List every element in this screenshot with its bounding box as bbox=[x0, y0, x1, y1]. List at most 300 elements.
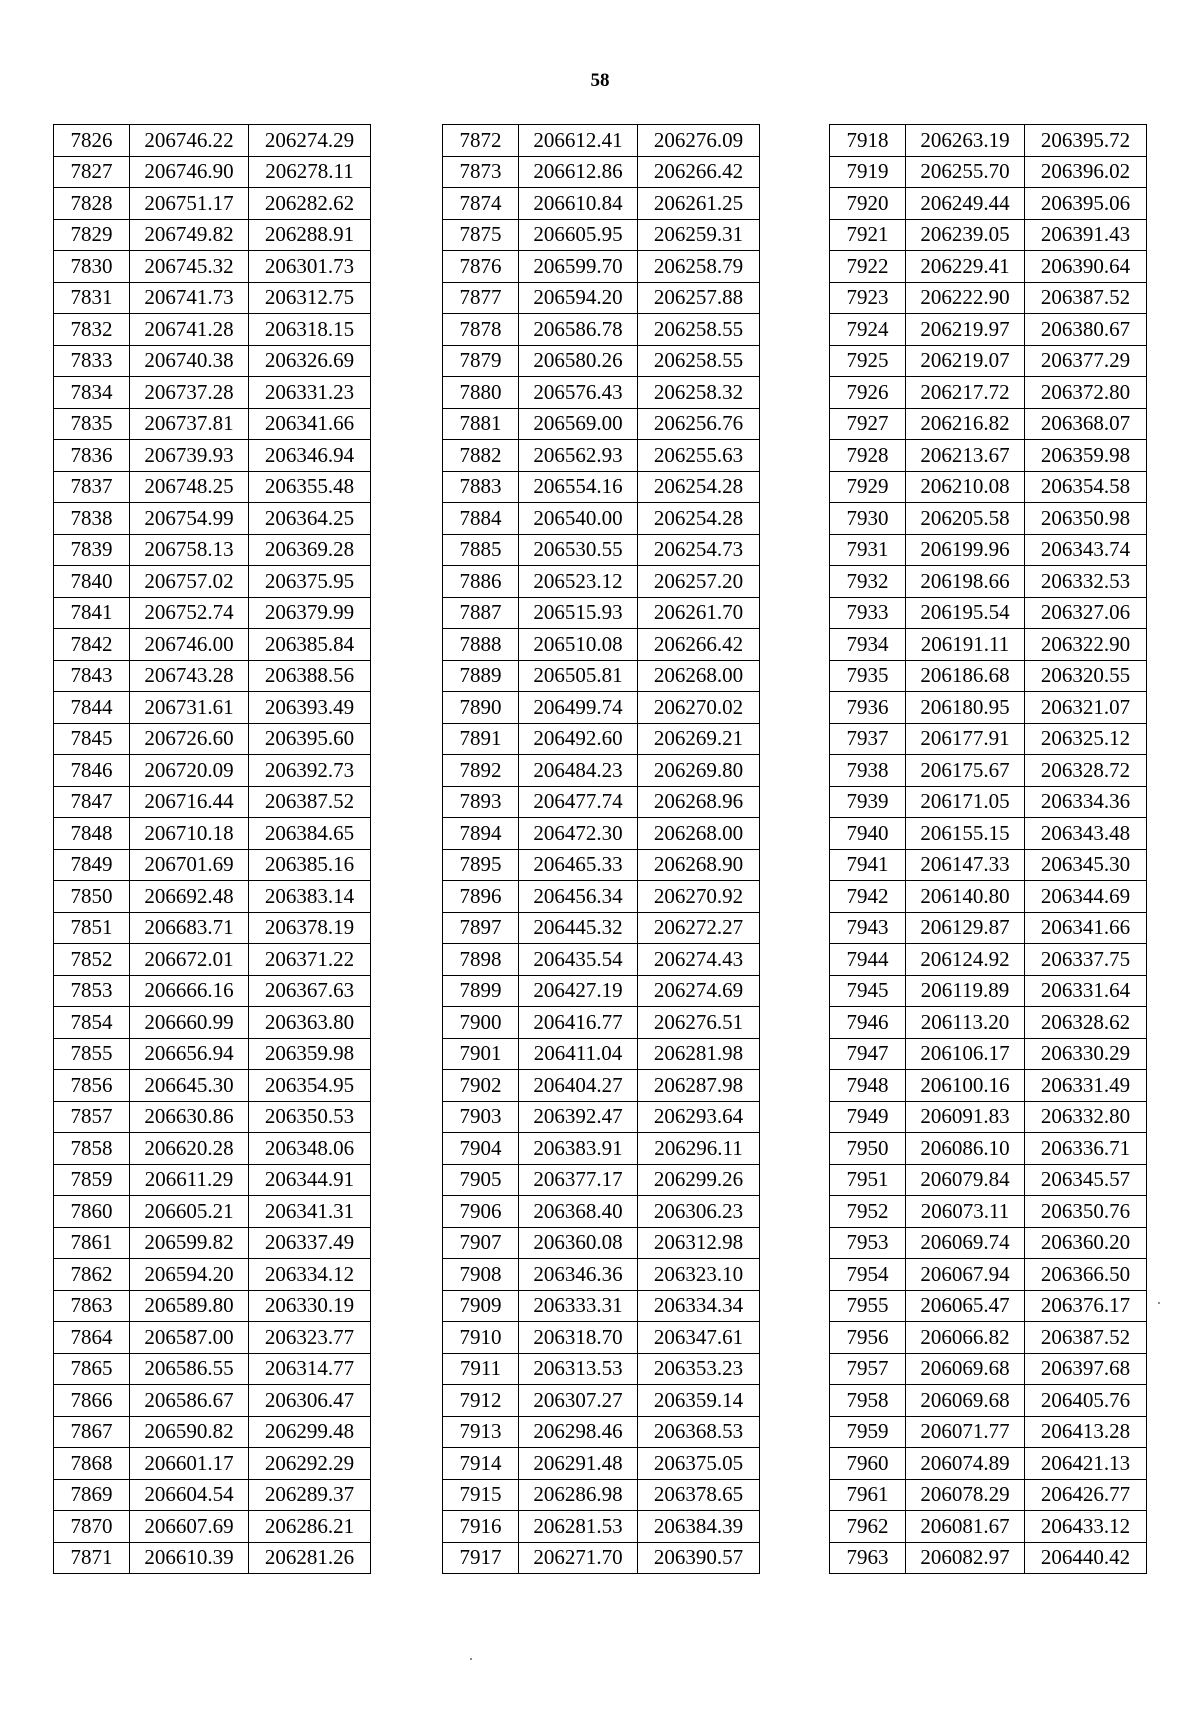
point-number-cell: 7949 bbox=[830, 1101, 906, 1133]
y-coordinate-cell: 206385.16 bbox=[249, 849, 371, 881]
table-row bbox=[54, 1259, 371, 1291]
y-coordinate-cell: 206396.02 bbox=[1025, 156, 1147, 188]
x-coordinate-cell: 206113.20 bbox=[906, 1007, 1025, 1039]
point-number-cell: 7852 bbox=[54, 944, 130, 976]
table-row bbox=[443, 1007, 760, 1039]
y-coordinate-cell: 206395.06 bbox=[1025, 188, 1147, 220]
point-number-cell: 7902 bbox=[443, 1070, 519, 1102]
table-row bbox=[443, 944, 760, 976]
y-coordinate-cell: 206276.09 bbox=[638, 125, 760, 157]
point-number-cell: 7962 bbox=[830, 1511, 906, 1543]
table-row bbox=[443, 1385, 760, 1417]
point-number-cell: 7945 bbox=[830, 975, 906, 1007]
table-row bbox=[830, 282, 1147, 314]
point-number-cell: 7838 bbox=[54, 503, 130, 535]
y-coordinate-cell: 206288.91 bbox=[249, 219, 371, 251]
table-row bbox=[830, 1322, 1147, 1354]
table-row bbox=[830, 188, 1147, 220]
table-row bbox=[54, 188, 371, 220]
point-number-cell: 7873 bbox=[443, 156, 519, 188]
point-number-cell: 7928 bbox=[830, 440, 906, 472]
x-coordinate-cell: 206082.97 bbox=[906, 1542, 1025, 1574]
y-coordinate-cell: 206363.80 bbox=[249, 1007, 371, 1039]
table-row bbox=[830, 1416, 1147, 1448]
point-number-cell: 7950 bbox=[830, 1133, 906, 1165]
y-coordinate-cell: 206274.69 bbox=[638, 975, 760, 1007]
y-coordinate-cell: 206255.63 bbox=[638, 440, 760, 472]
table-row bbox=[830, 1511, 1147, 1543]
point-number-cell: 7929 bbox=[830, 471, 906, 503]
table-row bbox=[54, 1448, 371, 1480]
y-coordinate-cell: 206350.98 bbox=[1025, 503, 1147, 535]
point-number-cell: 7886 bbox=[443, 566, 519, 598]
x-coordinate-cell: 206368.40 bbox=[519, 1196, 638, 1228]
point-number-cell: 7868 bbox=[54, 1448, 130, 1480]
y-coordinate-cell: 206440.42 bbox=[1025, 1542, 1147, 1574]
point-number-cell: 7939 bbox=[830, 786, 906, 818]
point-number-cell: 7907 bbox=[443, 1227, 519, 1259]
x-coordinate-cell: 206754.99 bbox=[130, 503, 249, 535]
y-coordinate-cell: 206421.13 bbox=[1025, 1448, 1147, 1480]
table-row bbox=[54, 912, 371, 944]
x-coordinate-cell: 206580.26 bbox=[519, 345, 638, 377]
table-row bbox=[54, 1290, 371, 1322]
point-number-cell: 7830 bbox=[54, 251, 130, 283]
x-coordinate-cell: 206576.43 bbox=[519, 377, 638, 409]
x-coordinate-cell: 206610.39 bbox=[130, 1542, 249, 1574]
x-coordinate-cell: 206210.08 bbox=[906, 471, 1025, 503]
table-row bbox=[830, 660, 1147, 692]
y-coordinate-cell: 206274.43 bbox=[638, 944, 760, 976]
point-number-cell: 7890 bbox=[443, 692, 519, 724]
x-coordinate-cell: 206219.97 bbox=[906, 314, 1025, 346]
table-row bbox=[54, 1164, 371, 1196]
table-row bbox=[443, 377, 760, 409]
table-row bbox=[443, 1511, 760, 1543]
y-coordinate-cell: 206321.07 bbox=[1025, 692, 1147, 724]
point-number-cell: 7874 bbox=[443, 188, 519, 220]
point-number-cell: 7878 bbox=[443, 314, 519, 346]
point-number-cell: 7859 bbox=[54, 1164, 130, 1196]
point-number-cell: 7826 bbox=[54, 125, 130, 157]
table-row bbox=[54, 377, 371, 409]
y-coordinate-cell: 206345.30 bbox=[1025, 849, 1147, 881]
x-coordinate-cell: 206739.93 bbox=[130, 440, 249, 472]
point-number-cell: 7930 bbox=[830, 503, 906, 535]
x-coordinate-cell: 206758.13 bbox=[130, 534, 249, 566]
point-number-cell: 7839 bbox=[54, 534, 130, 566]
table-row bbox=[443, 471, 760, 503]
x-coordinate-cell: 206746.00 bbox=[130, 629, 249, 661]
y-coordinate-cell: 206390.64 bbox=[1025, 251, 1147, 283]
point-number-cell: 7935 bbox=[830, 660, 906, 692]
y-coordinate-cell: 206301.73 bbox=[249, 251, 371, 283]
table-row bbox=[443, 1322, 760, 1354]
x-coordinate-cell: 206660.99 bbox=[130, 1007, 249, 1039]
x-coordinate-cell: 206612.41 bbox=[519, 125, 638, 157]
table-row bbox=[830, 1196, 1147, 1228]
point-number-cell: 7913 bbox=[443, 1416, 519, 1448]
x-coordinate-cell: 206472.30 bbox=[519, 818, 638, 850]
x-coordinate-cell: 206404.27 bbox=[519, 1070, 638, 1102]
point-number-cell: 7857 bbox=[54, 1101, 130, 1133]
y-coordinate-cell: 206372.80 bbox=[1025, 377, 1147, 409]
table-row bbox=[54, 692, 371, 724]
x-coordinate-cell: 206599.82 bbox=[130, 1227, 249, 1259]
x-coordinate-cell: 206740.38 bbox=[130, 345, 249, 377]
y-coordinate-cell: 206393.49 bbox=[249, 692, 371, 724]
table-row bbox=[443, 1038, 760, 1070]
table-row bbox=[830, 975, 1147, 1007]
x-coordinate-cell: 206492.60 bbox=[519, 723, 638, 755]
point-number-cell: 7944 bbox=[830, 944, 906, 976]
y-coordinate-cell: 206269.80 bbox=[638, 755, 760, 787]
table-row bbox=[443, 975, 760, 1007]
x-coordinate-cell: 206743.28 bbox=[130, 660, 249, 692]
y-coordinate-cell: 206269.21 bbox=[638, 723, 760, 755]
x-coordinate-cell: 206737.81 bbox=[130, 408, 249, 440]
point-number-cell: 7900 bbox=[443, 1007, 519, 1039]
point-number-cell: 7862 bbox=[54, 1259, 130, 1291]
x-coordinate-cell: 206071.77 bbox=[906, 1416, 1025, 1448]
table-row bbox=[54, 881, 371, 913]
y-coordinate-cell: 206332.53 bbox=[1025, 566, 1147, 598]
x-coordinate-cell: 206530.55 bbox=[519, 534, 638, 566]
point-number-cell: 7860 bbox=[54, 1196, 130, 1228]
y-coordinate-cell: 206334.12 bbox=[249, 1259, 371, 1291]
y-coordinate-cell: 206326.69 bbox=[249, 345, 371, 377]
x-coordinate-cell: 206427.19 bbox=[519, 975, 638, 1007]
point-number-cell: 7895 bbox=[443, 849, 519, 881]
table-row bbox=[443, 1227, 760, 1259]
y-coordinate-cell: 206320.55 bbox=[1025, 660, 1147, 692]
table-row bbox=[443, 1290, 760, 1322]
point-number-cell: 7955 bbox=[830, 1290, 906, 1322]
point-number-cell: 7937 bbox=[830, 723, 906, 755]
x-coordinate-cell: 206746.90 bbox=[130, 156, 249, 188]
y-coordinate-cell: 206344.91 bbox=[249, 1164, 371, 1196]
y-coordinate-cell: 206343.74 bbox=[1025, 534, 1147, 566]
table-row bbox=[443, 1070, 760, 1102]
point-number-cell: 7834 bbox=[54, 377, 130, 409]
x-coordinate-cell: 206392.47 bbox=[519, 1101, 638, 1133]
y-coordinate-cell: 206391.43 bbox=[1025, 219, 1147, 251]
x-coordinate-cell: 206219.07 bbox=[906, 345, 1025, 377]
table-row bbox=[54, 1070, 371, 1102]
point-number-cell: 7905 bbox=[443, 1164, 519, 1196]
point-number-cell: 7961 bbox=[830, 1479, 906, 1511]
y-coordinate-cell: 206368.07 bbox=[1025, 408, 1147, 440]
point-number-cell: 7923 bbox=[830, 282, 906, 314]
y-coordinate-cell: 206350.53 bbox=[249, 1101, 371, 1133]
x-coordinate-cell: 206741.28 bbox=[130, 314, 249, 346]
table-row bbox=[54, 219, 371, 251]
y-coordinate-cell: 206413.28 bbox=[1025, 1416, 1147, 1448]
table-row bbox=[54, 818, 371, 850]
x-coordinate-cell: 206175.67 bbox=[906, 755, 1025, 787]
y-coordinate-cell: 206390.57 bbox=[638, 1542, 760, 1574]
point-number-cell: 7883 bbox=[443, 471, 519, 503]
y-coordinate-cell: 206281.26 bbox=[249, 1542, 371, 1574]
point-number-cell: 7856 bbox=[54, 1070, 130, 1102]
point-number-cell: 7891 bbox=[443, 723, 519, 755]
x-coordinate-cell: 206477.74 bbox=[519, 786, 638, 818]
y-coordinate-cell: 206331.23 bbox=[249, 377, 371, 409]
x-coordinate-cell: 206645.30 bbox=[130, 1070, 249, 1102]
x-coordinate-cell: 206222.90 bbox=[906, 282, 1025, 314]
x-coordinate-cell: 206683.71 bbox=[130, 912, 249, 944]
x-coordinate-cell: 206569.00 bbox=[519, 408, 638, 440]
coordinates-table-1 bbox=[53, 124, 371, 1574]
y-coordinate-cell: 206387.52 bbox=[249, 786, 371, 818]
point-number-cell: 7940 bbox=[830, 818, 906, 850]
point-number-cell: 7948 bbox=[830, 1070, 906, 1102]
x-coordinate-cell: 206720.09 bbox=[130, 755, 249, 787]
x-coordinate-cell: 206307.27 bbox=[519, 1385, 638, 1417]
y-coordinate-cell: 206254.28 bbox=[638, 471, 760, 503]
y-coordinate-cell: 206371.22 bbox=[249, 944, 371, 976]
y-coordinate-cell: 206344.69 bbox=[1025, 881, 1147, 913]
point-number-cell: 7892 bbox=[443, 755, 519, 787]
x-coordinate-cell: 206465.33 bbox=[519, 849, 638, 881]
x-coordinate-cell: 206505.81 bbox=[519, 660, 638, 692]
y-coordinate-cell: 206278.11 bbox=[249, 156, 371, 188]
point-number-cell: 7867 bbox=[54, 1416, 130, 1448]
y-coordinate-cell: 206387.52 bbox=[1025, 282, 1147, 314]
y-coordinate-cell: 206276.51 bbox=[638, 1007, 760, 1039]
x-coordinate-cell: 206286.98 bbox=[519, 1479, 638, 1511]
point-number-cell: 7846 bbox=[54, 755, 130, 787]
x-coordinate-cell: 206186.68 bbox=[906, 660, 1025, 692]
table-row bbox=[830, 314, 1147, 346]
x-coordinate-cell: 206081.67 bbox=[906, 1511, 1025, 1543]
y-coordinate-cell: 206341.31 bbox=[249, 1196, 371, 1228]
y-coordinate-cell: 206322.90 bbox=[1025, 629, 1147, 661]
point-number-cell: 7938 bbox=[830, 755, 906, 787]
x-coordinate-cell: 206198.66 bbox=[906, 566, 1025, 598]
y-coordinate-cell: 206328.72 bbox=[1025, 755, 1147, 787]
x-coordinate-cell: 206281.53 bbox=[519, 1511, 638, 1543]
table-row bbox=[54, 282, 371, 314]
coordinates-table-3 bbox=[829, 124, 1147, 1574]
x-coordinate-cell: 206601.17 bbox=[130, 1448, 249, 1480]
x-coordinate-cell: 206416.77 bbox=[519, 1007, 638, 1039]
point-number-cell: 7829 bbox=[54, 219, 130, 251]
point-number-cell: 7836 bbox=[54, 440, 130, 472]
point-number-cell: 7831 bbox=[54, 282, 130, 314]
table-row bbox=[54, 1133, 371, 1165]
table-row bbox=[443, 912, 760, 944]
point-number-cell: 7946 bbox=[830, 1007, 906, 1039]
x-coordinate-cell: 206069.74 bbox=[906, 1227, 1025, 1259]
point-number-cell: 7901 bbox=[443, 1038, 519, 1070]
table-row bbox=[443, 786, 760, 818]
y-coordinate-cell: 206272.27 bbox=[638, 912, 760, 944]
x-coordinate-cell: 206205.58 bbox=[906, 503, 1025, 535]
table-row bbox=[830, 471, 1147, 503]
table-row bbox=[830, 1448, 1147, 1480]
x-coordinate-cell: 206298.46 bbox=[519, 1416, 638, 1448]
point-number-cell: 7941 bbox=[830, 849, 906, 881]
y-coordinate-cell: 206360.20 bbox=[1025, 1227, 1147, 1259]
y-coordinate-cell: 206375.05 bbox=[638, 1448, 760, 1480]
y-coordinate-cell: 206426.77 bbox=[1025, 1479, 1147, 1511]
x-coordinate-cell: 206604.54 bbox=[130, 1479, 249, 1511]
y-coordinate-cell: 206254.28 bbox=[638, 503, 760, 535]
table-row bbox=[443, 1448, 760, 1480]
x-coordinate-cell: 206672.01 bbox=[130, 944, 249, 976]
point-number-cell: 7851 bbox=[54, 912, 130, 944]
x-coordinate-cell: 206499.74 bbox=[519, 692, 638, 724]
y-coordinate-cell: 206296.11 bbox=[638, 1133, 760, 1165]
table-row bbox=[54, 440, 371, 472]
x-coordinate-cell: 206540.00 bbox=[519, 503, 638, 535]
y-coordinate-cell: 206261.25 bbox=[638, 188, 760, 220]
y-coordinate-cell: 206258.55 bbox=[638, 345, 760, 377]
y-coordinate-cell: 206289.37 bbox=[249, 1479, 371, 1511]
x-coordinate-cell: 206140.80 bbox=[906, 881, 1025, 913]
x-coordinate-cell: 206171.05 bbox=[906, 786, 1025, 818]
point-number-cell: 7841 bbox=[54, 597, 130, 629]
y-coordinate-cell: 206323.10 bbox=[638, 1259, 760, 1291]
y-coordinate-cell: 206345.57 bbox=[1025, 1164, 1147, 1196]
point-number-cell: 7918 bbox=[830, 125, 906, 157]
y-coordinate-cell: 206369.28 bbox=[249, 534, 371, 566]
x-coordinate-cell: 206726.60 bbox=[130, 723, 249, 755]
table-body bbox=[54, 125, 371, 1574]
table-row bbox=[830, 1542, 1147, 1574]
point-number-cell: 7877 bbox=[443, 282, 519, 314]
y-coordinate-cell: 206387.52 bbox=[1025, 1322, 1147, 1354]
y-coordinate-cell: 206281.98 bbox=[638, 1038, 760, 1070]
x-coordinate-cell: 206078.29 bbox=[906, 1479, 1025, 1511]
table-row bbox=[54, 1416, 371, 1448]
y-coordinate-cell: 206341.66 bbox=[1025, 912, 1147, 944]
point-number-cell: 7912 bbox=[443, 1385, 519, 1417]
table-row bbox=[54, 944, 371, 976]
y-coordinate-cell: 206405.76 bbox=[1025, 1385, 1147, 1417]
point-number-cell: 7853 bbox=[54, 975, 130, 1007]
table-row bbox=[830, 219, 1147, 251]
point-number-cell: 7942 bbox=[830, 881, 906, 913]
table-row bbox=[830, 566, 1147, 598]
point-number-cell: 7887 bbox=[443, 597, 519, 629]
table-row bbox=[54, 1385, 371, 1417]
y-coordinate-cell: 206327.06 bbox=[1025, 597, 1147, 629]
point-number-cell: 7884 bbox=[443, 503, 519, 535]
y-coordinate-cell: 206328.62 bbox=[1025, 1007, 1147, 1039]
x-coordinate-cell: 206692.48 bbox=[130, 881, 249, 913]
table-row bbox=[443, 1542, 760, 1574]
y-coordinate-cell: 206257.20 bbox=[638, 566, 760, 598]
point-number-cell: 7843 bbox=[54, 660, 130, 692]
x-coordinate-cell: 206757.02 bbox=[130, 566, 249, 598]
x-coordinate-cell: 206199.96 bbox=[906, 534, 1025, 566]
table-row bbox=[54, 408, 371, 440]
y-coordinate-cell: 206254.73 bbox=[638, 534, 760, 566]
x-coordinate-cell: 206656.94 bbox=[130, 1038, 249, 1070]
y-coordinate-cell: 206359.98 bbox=[249, 1038, 371, 1070]
y-coordinate-cell: 206378.65 bbox=[638, 1479, 760, 1511]
point-number-cell: 7876 bbox=[443, 251, 519, 283]
point-number-cell: 7861 bbox=[54, 1227, 130, 1259]
y-coordinate-cell: 206299.48 bbox=[249, 1416, 371, 1448]
table-row bbox=[54, 314, 371, 346]
point-number-cell: 7915 bbox=[443, 1479, 519, 1511]
x-coordinate-cell: 206620.28 bbox=[130, 1133, 249, 1165]
table-row bbox=[54, 1479, 371, 1511]
y-coordinate-cell: 206258.32 bbox=[638, 377, 760, 409]
y-coordinate-cell: 206354.58 bbox=[1025, 471, 1147, 503]
x-coordinate-cell: 206217.72 bbox=[906, 377, 1025, 409]
point-number-cell: 7922 bbox=[830, 251, 906, 283]
table-row bbox=[443, 1101, 760, 1133]
table-row bbox=[443, 345, 760, 377]
point-number-cell: 7871 bbox=[54, 1542, 130, 1574]
point-number-cell: 7881 bbox=[443, 408, 519, 440]
point-number-cell: 7953 bbox=[830, 1227, 906, 1259]
table-row bbox=[443, 597, 760, 629]
table-row bbox=[830, 1385, 1147, 1417]
y-coordinate-cell: 206256.76 bbox=[638, 408, 760, 440]
y-coordinate-cell: 206312.98 bbox=[638, 1227, 760, 1259]
y-coordinate-cell: 206433.12 bbox=[1025, 1511, 1147, 1543]
point-number-cell: 7885 bbox=[443, 534, 519, 566]
point-number-cell: 7914 bbox=[443, 1448, 519, 1480]
y-coordinate-cell: 206343.48 bbox=[1025, 818, 1147, 850]
table-row bbox=[830, 944, 1147, 976]
y-coordinate-cell: 206334.36 bbox=[1025, 786, 1147, 818]
x-coordinate-cell: 206195.54 bbox=[906, 597, 1025, 629]
table-row bbox=[830, 408, 1147, 440]
y-coordinate-cell: 206259.31 bbox=[638, 219, 760, 251]
point-number-cell: 7959 bbox=[830, 1416, 906, 1448]
table-row bbox=[830, 1353, 1147, 1385]
point-number-cell: 7840 bbox=[54, 566, 130, 598]
y-coordinate-cell: 206380.67 bbox=[1025, 314, 1147, 346]
x-coordinate-cell: 206510.08 bbox=[519, 629, 638, 661]
y-coordinate-cell: 206292.29 bbox=[249, 1448, 371, 1480]
y-coordinate-cell: 206392.73 bbox=[249, 755, 371, 787]
point-number-cell: 7952 bbox=[830, 1196, 906, 1228]
point-number-cell: 7850 bbox=[54, 881, 130, 913]
x-coordinate-cell: 206079.84 bbox=[906, 1164, 1025, 1196]
point-number-cell: 7947 bbox=[830, 1038, 906, 1070]
x-coordinate-cell: 206155.15 bbox=[906, 818, 1025, 850]
x-coordinate-cell: 206100.16 bbox=[906, 1070, 1025, 1102]
table-body bbox=[830, 125, 1147, 1574]
y-coordinate-cell: 206274.29 bbox=[249, 125, 371, 157]
table-row bbox=[443, 629, 760, 661]
table-row bbox=[830, 251, 1147, 283]
x-coordinate-cell: 206590.82 bbox=[130, 1416, 249, 1448]
table-row bbox=[443, 1164, 760, 1196]
point-number-cell: 7879 bbox=[443, 345, 519, 377]
point-number-cell: 7835 bbox=[54, 408, 130, 440]
table-body bbox=[443, 125, 760, 1574]
table-row bbox=[443, 408, 760, 440]
point-number-cell: 7837 bbox=[54, 471, 130, 503]
table-row bbox=[830, 1227, 1147, 1259]
x-coordinate-cell: 206586.55 bbox=[130, 1353, 249, 1385]
table-row bbox=[54, 755, 371, 787]
point-number-cell: 7855 bbox=[54, 1038, 130, 1070]
point-number-cell: 7943 bbox=[830, 912, 906, 944]
y-coordinate-cell: 206270.02 bbox=[638, 692, 760, 724]
table-row bbox=[830, 156, 1147, 188]
table-row bbox=[830, 503, 1147, 535]
x-coordinate-cell: 206594.20 bbox=[130, 1259, 249, 1291]
